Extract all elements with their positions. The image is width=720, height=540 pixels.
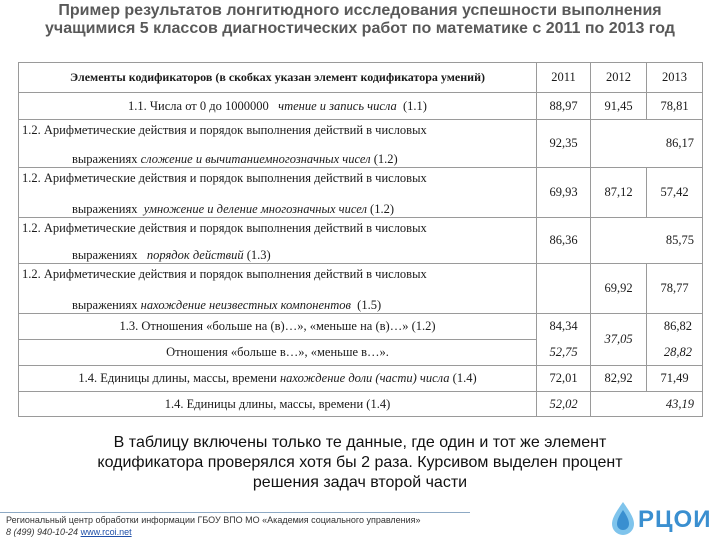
footer-contact xyxy=(6,527,132,537)
page-title xyxy=(0,2,720,38)
row-label xyxy=(19,366,537,392)
row-text: 1.1. Числа от 0 до 1000000 xyxy=(128,98,269,113)
row-code: (1.2) xyxy=(373,151,398,166)
results-table xyxy=(18,62,703,417)
cell-2011: 84,34 xyxy=(537,314,591,340)
row-prefix: выражениях xyxy=(72,151,138,166)
rcoi-logo-text: РЦОИ xyxy=(638,506,712,533)
row-text-line-2 xyxy=(22,202,533,217)
row-text-line-2 xyxy=(22,248,533,263)
row-label: 1.4. Единицы длины, массы, времени (1.4) xyxy=(19,392,537,417)
footer-site-link[interactable]: www.rcoi.net xyxy=(80,527,132,537)
cell-2012: 82,92 xyxy=(591,366,647,392)
row-text: 1.4. Единицы длины, массы, времени xyxy=(78,371,277,385)
row-code: (1.3) xyxy=(246,247,271,262)
cell-2011: 52,02 xyxy=(537,392,591,417)
table-row xyxy=(19,314,703,340)
table-row xyxy=(19,264,703,314)
row-label: Отношения «больше в…», «меньше в…». xyxy=(19,340,537,366)
rcoi-logo-icon xyxy=(608,500,638,536)
cell-2012: 87,12 xyxy=(591,168,647,218)
row-prefix: выражениях xyxy=(72,297,138,312)
row-label xyxy=(19,93,537,120)
page-title-line-1: Пример результатов лонгитюдного исследования успешности выполнения xyxy=(58,2,662,19)
row-label: 1.3. Отношения «больше на (в)…», «меньше на (в)…» (1.2) xyxy=(19,314,537,340)
table-header-row xyxy=(19,63,703,93)
cell-2013: 86,82 xyxy=(647,314,703,340)
cell-2013: 28,82 xyxy=(647,340,703,366)
row-label xyxy=(19,120,537,168)
row-code: (1.5) xyxy=(357,297,382,312)
note-line-2: кодификатора проверялся хотя бы 2 раза. Курсивом выделен процент xyxy=(97,454,623,471)
cell-2011: 92,35 xyxy=(537,120,591,168)
cell-2011: 88,97 xyxy=(537,93,591,120)
cell-2011: 72,01 xyxy=(537,366,591,392)
cell-2011: 52,75 xyxy=(537,340,591,366)
cell-2013: 43,19 xyxy=(591,392,703,417)
cell-2013: 85,75 xyxy=(591,218,703,264)
rcoi-logo xyxy=(608,500,716,536)
row-code: (1.4) xyxy=(452,371,477,385)
cell-2011: 69,93 xyxy=(537,168,591,218)
row-italic-text: нахождение неизвестных компонентов xyxy=(140,297,351,312)
row-label xyxy=(19,264,537,314)
row-label xyxy=(19,218,537,264)
row-label xyxy=(19,168,537,218)
row-italic-text: сложение и вычитаниемногозначных чисел xyxy=(140,151,371,166)
row-text-line-1: 1.2. Арифметические действия и порядок выполнения действий в числовых xyxy=(22,122,427,137)
table-row xyxy=(19,218,703,264)
table-row xyxy=(19,120,703,168)
column-header-2013: 2013 xyxy=(647,63,703,93)
row-italic-text: порядок действий xyxy=(146,247,244,262)
footer-phone: 8 (499) 940-10-24 xyxy=(6,527,79,537)
cell-2013: 78,77 xyxy=(647,264,703,314)
row-code: (1.1) xyxy=(403,98,427,113)
cell-2013: 57,42 xyxy=(647,168,703,218)
row-italic-text: чтение и запись числа xyxy=(278,98,397,113)
row-prefix: выражениях xyxy=(72,201,138,216)
footer-organization: Региональный центр обработки информации ГБОУ ВПО МО «Академия социального управления» xyxy=(6,515,421,525)
cell-2012: 37,05 xyxy=(591,314,647,366)
cell-2011: 86,36 xyxy=(537,218,591,264)
footer-divider xyxy=(0,512,470,513)
page-title-line-2: учащимися 5 классов диагностических работ по математике с 2011 по 2013 год xyxy=(45,20,675,37)
column-header-2011: 2011 xyxy=(537,63,591,93)
table-row xyxy=(19,392,703,417)
column-header-elements: Элементы кодификаторов (в скобках указан элемент кодификатора умений) xyxy=(19,63,537,93)
cell-2013: 71,49 xyxy=(647,366,703,392)
footer xyxy=(0,494,720,540)
row-code: (1.2) xyxy=(370,201,394,216)
row-text-line-1: 1.2. Арифметические действия и порядок выполнения действий в числовых xyxy=(22,170,427,185)
row-italic-text: умножение и деление многозначных чисел xyxy=(143,201,367,216)
table-row xyxy=(19,366,703,392)
cell-2012: 69,92 xyxy=(591,264,647,314)
row-text-line-2 xyxy=(22,298,533,313)
row-prefix: выражениях xyxy=(72,247,138,262)
row-italic-text: нахождение доли (части) числа xyxy=(279,371,450,385)
note-line-1: В таблицу включены только те данные, где один и тот же элемент xyxy=(113,434,607,451)
cell-2011-empty xyxy=(537,264,591,314)
row-text-line-1: 1.2. Арифметические действия и порядок выполнения действий в числовых xyxy=(22,220,427,235)
table-note xyxy=(50,433,670,493)
note-line-3: решения задач второй части xyxy=(252,474,468,491)
table-row xyxy=(19,168,703,218)
table-row xyxy=(19,93,703,120)
row-text-line-1: 1.2. Арифметические действия и порядок выполнения действий в числовых xyxy=(22,266,427,281)
cell-2012: 91,45 xyxy=(591,93,647,120)
cell-2013: 78,81 xyxy=(647,93,703,120)
cell-2013: 86,17 xyxy=(591,120,703,168)
column-header-2012: 2012 xyxy=(591,63,647,93)
row-text-line-2 xyxy=(22,152,533,167)
